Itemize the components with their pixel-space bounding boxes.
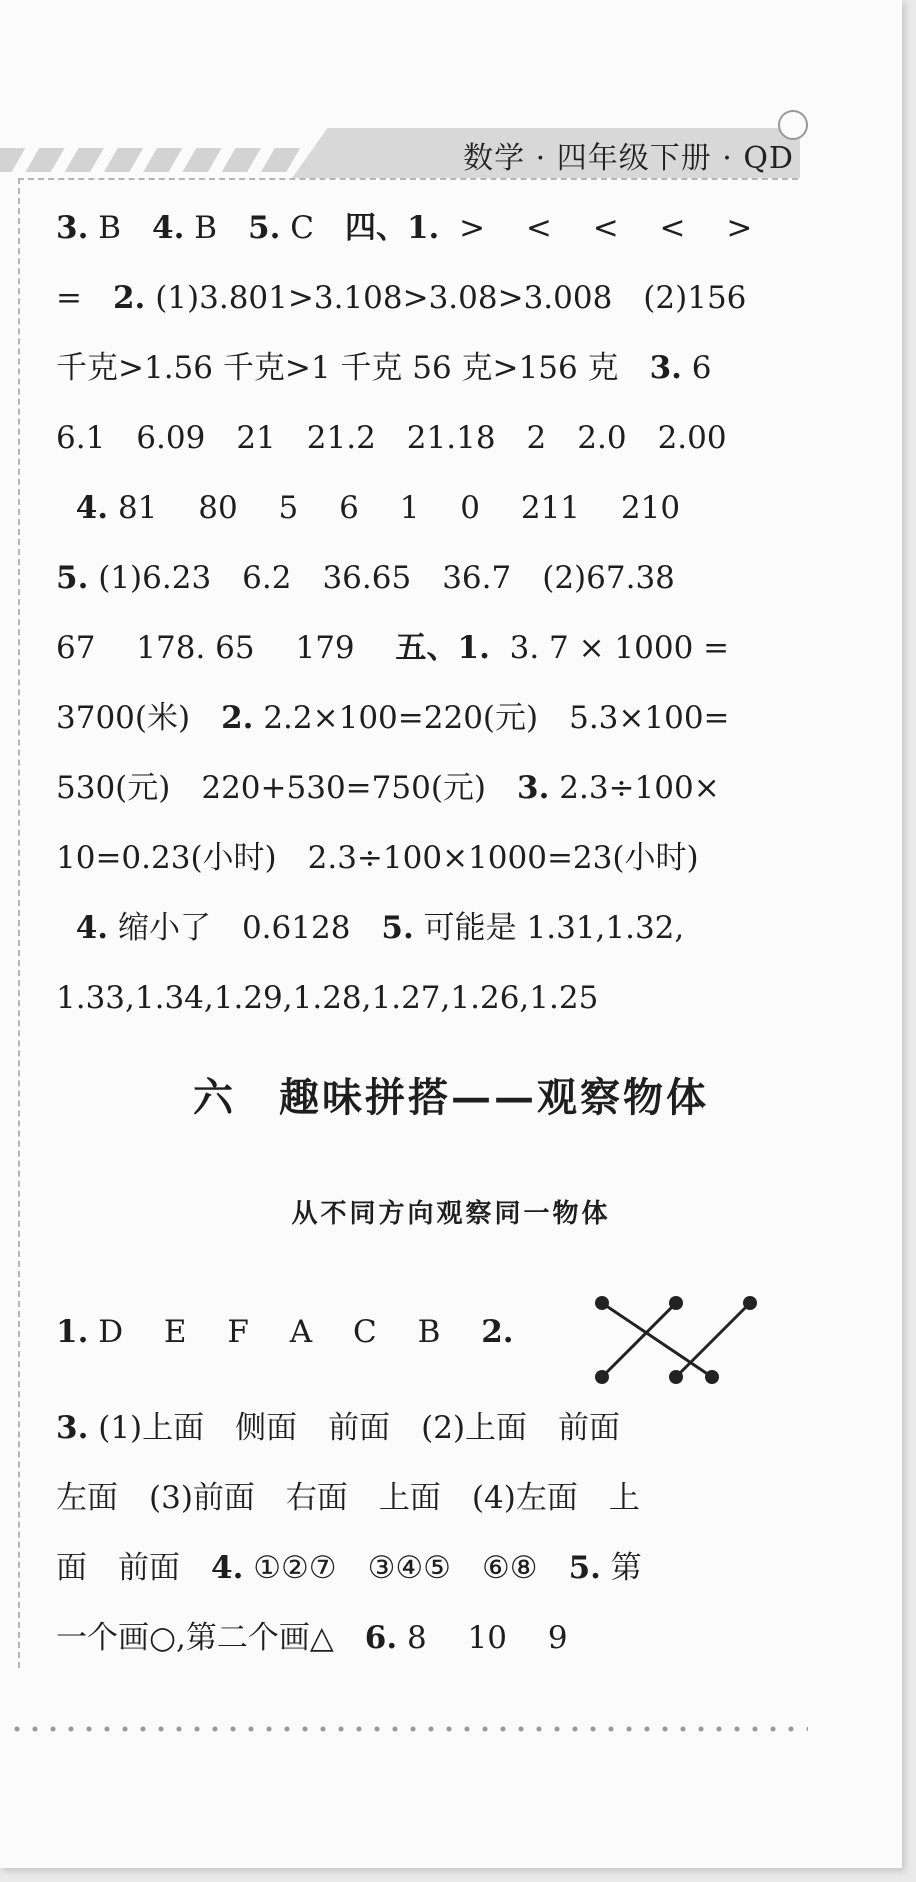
answer-text: 一个画○,第二个画△ [56,1620,365,1656]
answer-text: 2.2×100=220(元) 5.3×100= [253,700,730,736]
match-dot [743,1296,757,1310]
match-dot [669,1296,683,1310]
match-line-2 [602,1303,676,1377]
answer-text: 6 [681,350,712,386]
answer-text: 530(元) 220+530=750(元) [56,770,518,806]
answer-line [56,768,816,808]
answer-line [56,488,816,528]
match-dot [595,1296,609,1310]
question-number: 3. [56,210,89,246]
answer-line [56,1478,816,1518]
dashed-divider-left [18,178,20,1668]
dotted-footer-border [8,1724,808,1734]
answer-line [56,278,816,318]
answer-text: (1)上面 侧面 前面 (2)上面 前面 [88,1410,621,1446]
question-number: 3. [56,1410,89,1446]
answer-line [56,628,816,668]
answer-line [56,1408,816,1448]
answer-text: 81 80 5 6 1 0 211 210 [108,490,681,526]
answer-line [56,838,816,878]
answer-text: 缩小了 0.6128 [108,910,382,946]
answer-text: > < < < > [439,210,753,246]
answer-line [56,1548,816,1588]
header-stripe-band [0,148,300,172]
answer-text: (1)3.801>3.108>3.08>3.008 (2)156 [145,280,747,316]
question-number: 5. [56,560,89,596]
answer-line [56,348,816,388]
question-number: 4. [211,1550,244,1586]
answer-line [56,978,816,1018]
match-dot [705,1370,719,1384]
answer-line [56,418,816,458]
match-dot [595,1370,609,1384]
answer-text: 3700(米) [56,700,222,736]
header-title: 数学 · 四年级下册 · QD [463,141,794,176]
question-number: 5. [568,1550,601,1586]
answer-text: C [280,210,345,246]
section-title: 六 趣味拼搭——观察物体 [193,1074,709,1121]
answer-text: B [184,210,249,246]
answer-text: 6.1 6.09 21 21.2 21.18 2 2.0 2.00 [56,420,727,456]
question-number: 4. [75,490,109,526]
answer-text: 可能是 1.31,1.32, [413,910,685,946]
match-line-1 [602,1303,712,1377]
match-dot [669,1370,683,1384]
question-number: 6. [364,1620,398,1656]
answer-text: 3. 7 × 1000 = [489,630,730,666]
question-number: 3. [649,350,682,386]
question-number: 5. [381,910,414,946]
answer-line [56,558,816,598]
answer-text: 8 10 9 [397,1620,568,1656]
section-subtitle: 从不同方向观察同一物体 [291,1199,611,1229]
answer-text: 面 前面 [56,1550,211,1586]
question-number: 4. [75,910,109,946]
answer-text [56,490,76,526]
question-number: 1. [56,1314,89,1350]
question-number: 2. [112,280,146,316]
answer-line [56,908,816,948]
question-number: 四、1. [344,210,440,246]
answer-line [56,1618,816,1658]
answer-text: B [88,210,153,246]
answer-text: 左面 (3)前面 右面 上面 (4)左面 上 [56,1480,640,1516]
answer-text: 1.33,1.34,1.29,1.28,1.27,1.26,1.25 [56,980,599,1016]
matching-lines-diagram [590,1285,790,1395]
answer-text: 千克>1.56 千克>1 千克 56 克>156 克 [56,350,650,386]
answer-text: 10=0.23(小时) 2.3÷100×1000=23(小时) [56,840,699,876]
answer-line [56,698,816,738]
answer-text [56,910,76,946]
question-number: 5. [248,210,281,246]
answer-text: 第 [600,1550,642,1586]
answer-text: = [56,280,113,316]
answer-text: ①②⑦ ③④⑤ ⑥⑧ [243,1550,569,1586]
answer-text: 2.3÷100× [549,770,720,806]
question-number: 3. [517,770,550,806]
dashed-divider-top [18,178,798,180]
question-number: 2. [221,700,254,736]
answer-line [56,208,816,248]
match-line-3 [676,1303,750,1377]
answer-text: D E F A C B [88,1314,482,1350]
answer-text: (1)6.23 6.2 36.65 36.7 (2)67.38 [88,560,675,596]
question-number: 2. [481,1314,514,1350]
answer-text: 67 178. 65 179 [56,630,396,666]
question-number: 4. [152,210,185,246]
question-number: 五、1. [395,630,490,666]
